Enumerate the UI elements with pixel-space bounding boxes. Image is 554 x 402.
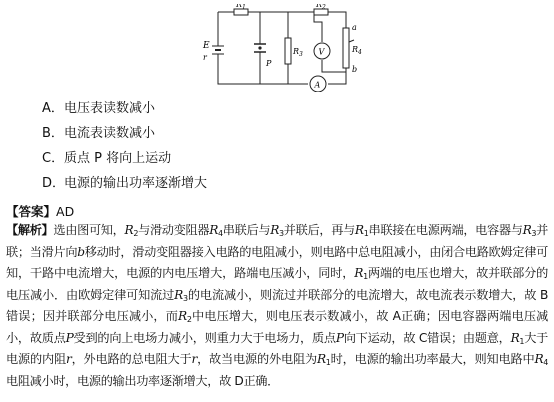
answer-line bbox=[6, 204, 74, 220]
svg-text:a: a bbox=[352, 23, 357, 32]
particle-p bbox=[258, 46, 261, 49]
answer-label: 【答案】 bbox=[6, 204, 57, 219]
analysis-label: 【解析】 bbox=[6, 223, 54, 237]
svg-text:P: P bbox=[266, 59, 272, 68]
svg-text:V: V bbox=[318, 47, 325, 57]
svg-text:b: b bbox=[352, 65, 358, 74]
wire-voltmeter bbox=[314, 12, 346, 72]
analysis-paragraph: 【解析】选由图可知，$R_2$与滑动变阻器$R_4$串联后与$R_3$并联后，再与$R_1$串联接在电源两端，电容器与$R_3$并联；当滑片向b移动时，滑动变阻器接入电路的电阻减小，则电路中总电阻减小，由闭合电路欧姆定律可知，干路中电流增大，电源的内电压增大，路端电压减小，同时，$R_1$两端的电压也增大，故并联部分的电压减小．由欧姆定律可知流过$R_3$的电流减小，则流过并联部分的电流增大，故电流表示数增大，故 B错误；因并联部分电压减小，而$R_2$中电压增大，则电压表示数减小，故 A正确；因电容器两端电压减小，故质点P受到的向上电场力减小，则重力大于电场力，质点P向下运动，故 C错误；由题意，$R_1$大于电源的内阻r，外电路的总电阻大于r，故当电源的外电阻为$R_1$时，电源的输出功率最大，则知电路中$R_4$电阻减小时，电源的输出功率逐渐增大，故 D正确． bbox=[6, 223, 549, 388]
option-b: B．电流表读数减小 bbox=[42, 126, 156, 141]
svg-text:E: E bbox=[203, 41, 210, 51]
battery bbox=[212, 46, 224, 54]
circuit-diagram bbox=[196, 4, 372, 92]
svg-text:R2: $R_2$ bbox=[316, 4, 326, 11]
svg-text:r: r bbox=[203, 53, 207, 62]
rheostat-slider bbox=[349, 40, 354, 42]
option-d: D．电源的输出功率逐渐增大 bbox=[42, 176, 208, 191]
option-a: A．电压表读数减小 bbox=[42, 101, 156, 116]
svg-text:R4: $R_4$ bbox=[352, 45, 362, 56]
answer-value: AD bbox=[56, 204, 75, 219]
option-c: C．质点 P 将向上运动 bbox=[42, 151, 172, 166]
circuit-svg bbox=[196, 4, 372, 92]
svg-text:A: A bbox=[314, 80, 321, 90]
resistor-r1 bbox=[234, 9, 248, 15]
resistor-r3 bbox=[285, 38, 291, 64]
wire-left bbox=[218, 12, 288, 84]
rheostat-r4 bbox=[343, 28, 349, 68]
svg-text:R1: $R_1$ bbox=[236, 4, 246, 11]
resistor-r2 bbox=[314, 9, 328, 15]
svg-text:R3: $R_3$ bbox=[293, 47, 303, 58]
